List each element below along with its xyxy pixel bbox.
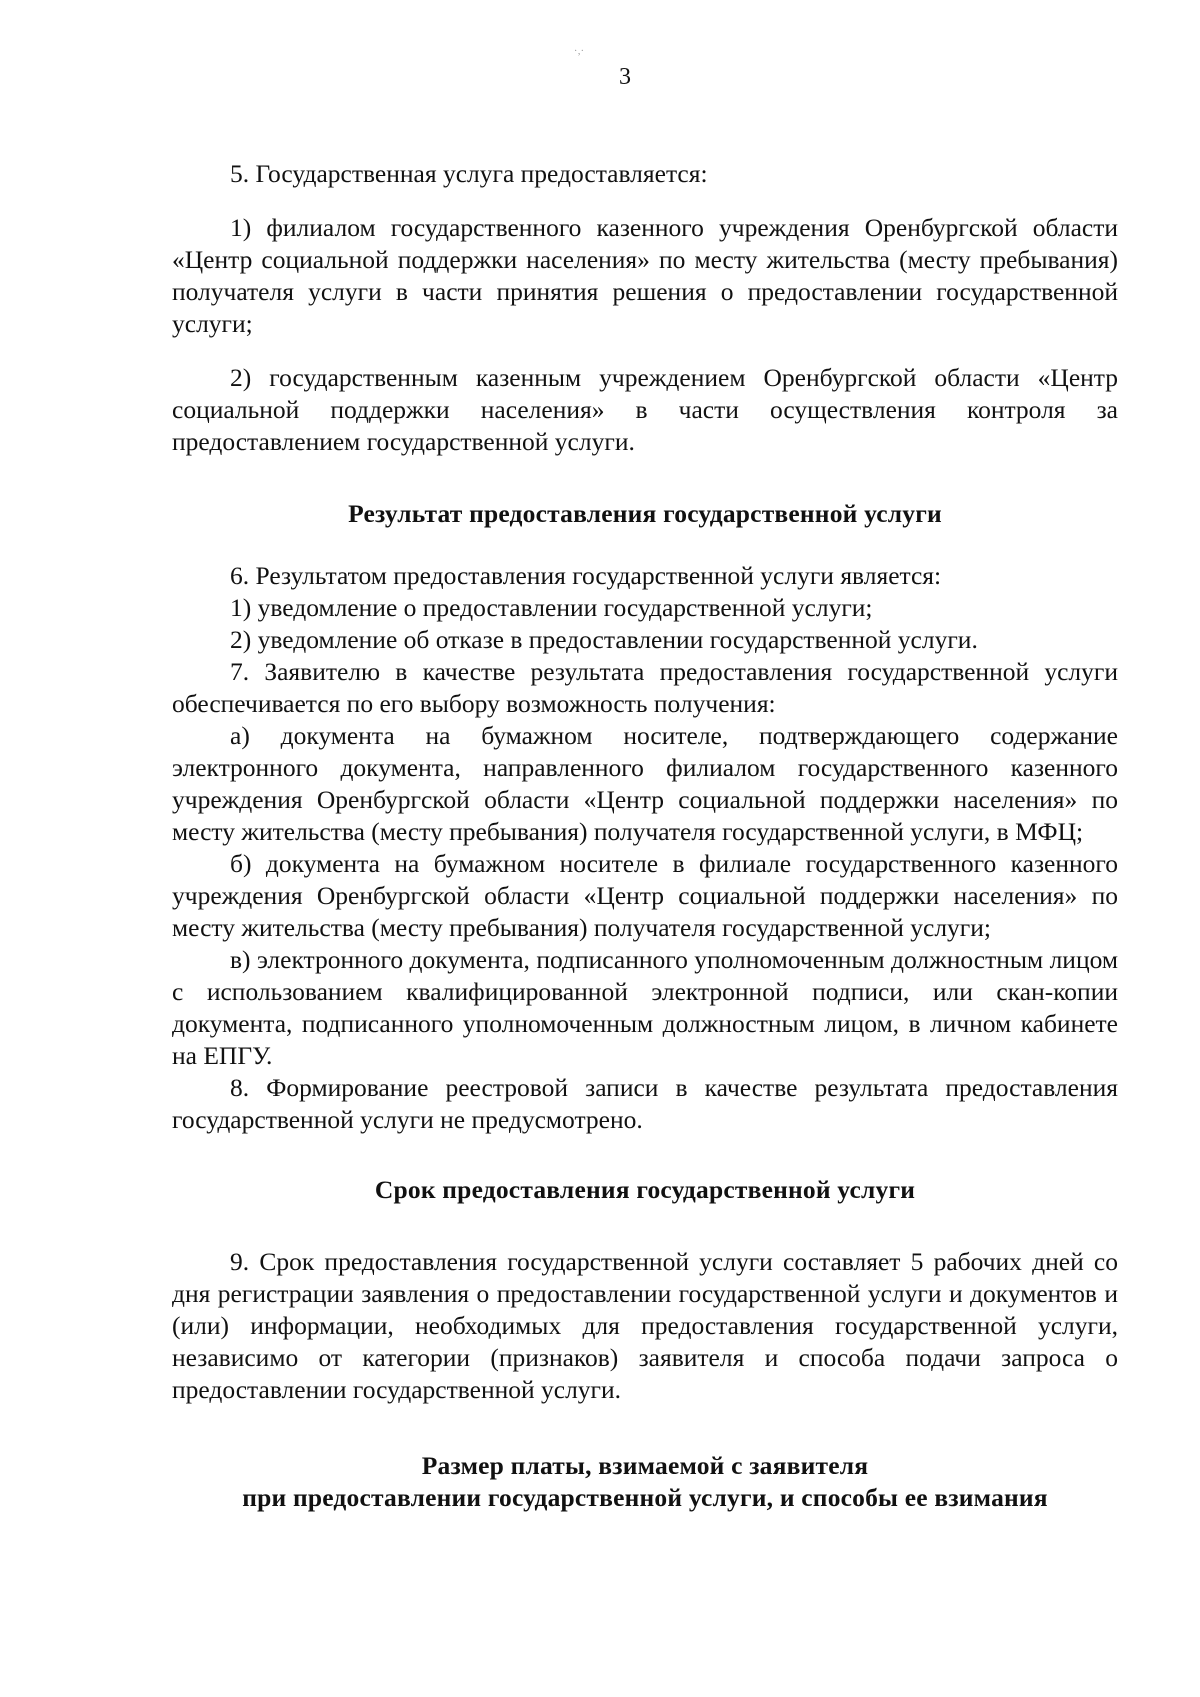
paragraph-8: 8. Формирование реестровой записи в качестве результата предоставления государственной услуги не предусмотрено. [172,1073,1118,1134]
section-heading-term: Срок предоставления государственной услуги [374,1175,916,1204]
section-heading-fee-line-2: при предоставлении государственной услуги, и способы ее взимания [242,1483,1048,1512]
section-heading-fee-line-1: Размер платы, взимаемой с заявителя [421,1451,869,1480]
scan-artifact: ·‚· [574,46,584,57]
page-number: 3 [619,64,631,90]
paragraph-6: 6. Результатом предоставления государственной услуги является: [230,561,942,590]
paragraph-6-2: 2) уведомление об отказе в предоставлении государственной услуги. [230,625,978,654]
paragraph-5-2: 2) государственным казенным учреждением Оренбургской области «Центр социальной поддержки населения» в части осуществления контроля за предоставлением государственной услуги. [172,363,1118,456]
section-heading-fee [172,1450,1118,1514]
paragraph-7-v: в) электронного документа, подписанного уполномоченным должностным лицом с использованием квалифицированной электронной подписи, или скан-копии документа, подписанного уполномоченным должностным лицом, в личном кабинете на ЕПГУ. [172,945,1118,1070]
paragraph-9: 9. Срок предоставления государственной услуги составляет 5 рабочих дней со дня регистрации заявления о предоставлении государственной услуги и документов и (или) информации, необходимых для предоставления государственной услуги, независимо от категории (признаков) заявителя и способа подачи запроса о предоставлении государственной услуги. [172,1247,1118,1404]
paragraph-7-b: б) документа на бумажном носителе в филиале государственного казенного учреждения Оренбургской области «Центр социальной поддержки населения» по месту жительства (месту пребывания) получателя государственной услуги; [172,849,1118,942]
paragraph-5-1: 1) филиалом государственного казенного учреждения Оренбургской области «Центр социальной поддержки населения» по месту жительства (месту пребывания) получателя услуги в части принятия решения о предоставлении государственной услуги; [172,213,1118,338]
paragraph-7-a: а) документа на бумажном носителе, подтверждающего содержание электронного документа, направленного филиалом государственного казенного учреждения Оренбургской области «Центр социальной поддержки населения» по месту жительства (месту пребывания) получателя государственной услуги, в МФЦ; [172,721,1118,846]
paragraph-6-1: 1) уведомление о предоставлении государственной услуги; [230,593,873,622]
document-body [172,158,1118,1514]
paragraph-7: 7. Заявителю в качестве результата предоставления государственной услуги обеспечивается по его выбору возможность получения: [172,657,1118,718]
section-heading-result: Результат предоставления государственной услуги [348,499,942,528]
paragraph-5: 5. Государственная услуга предоставляется: [230,159,708,188]
